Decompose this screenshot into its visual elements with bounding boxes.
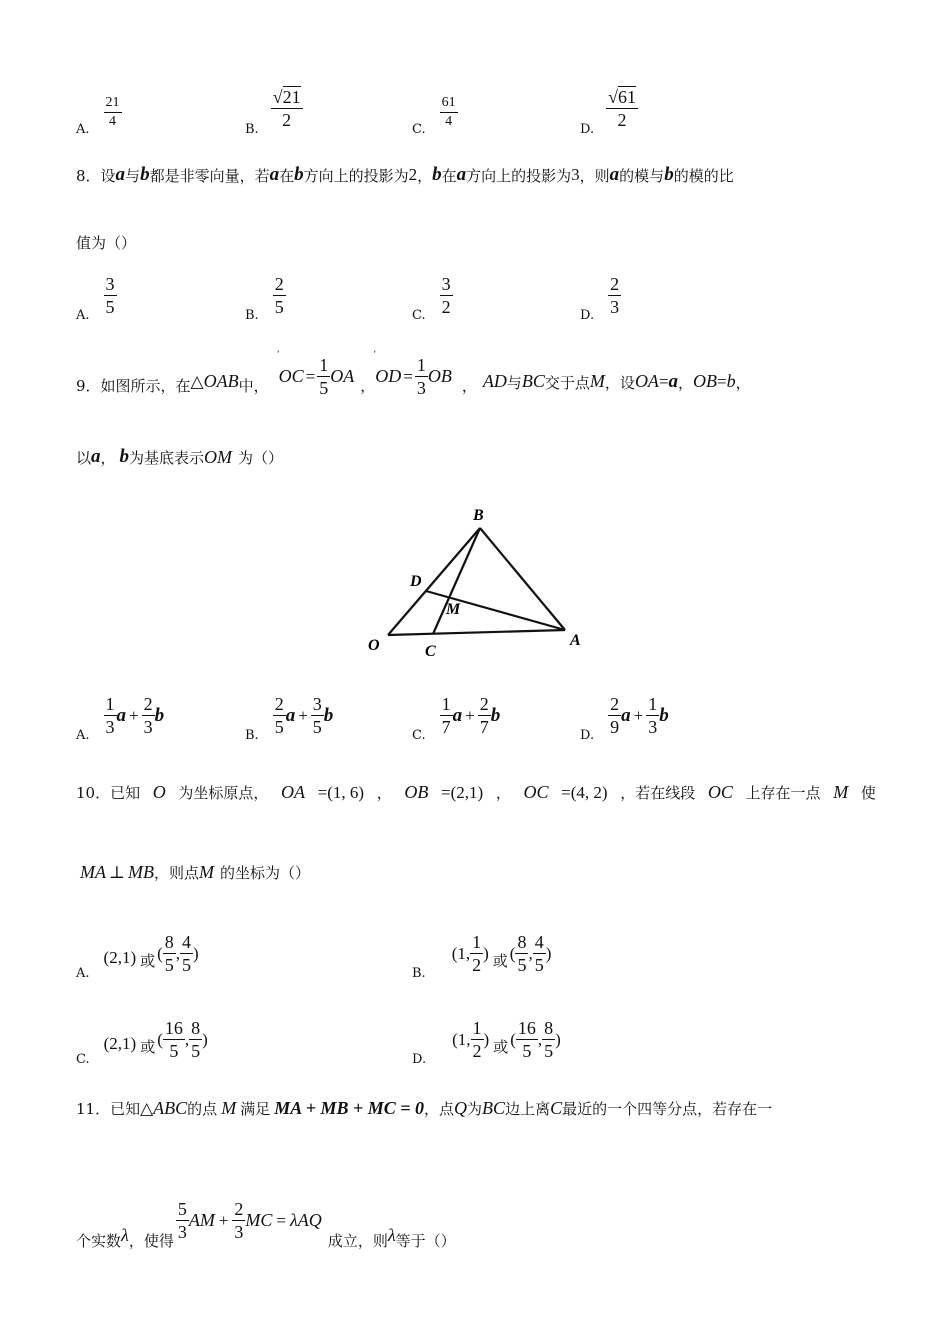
point-label-a: A	[570, 632, 581, 649]
q7-option-c	[412, 88, 458, 137]
vector-a: a	[115, 164, 126, 185]
question-10-line-2: MA ⊥ MB ，则点 M 的坐标为（）	[80, 862, 311, 882]
option-label: C.	[412, 122, 426, 137]
question-9-line-2: 以 a ， b 为基底表示 OM 为（）	[76, 446, 284, 467]
sqrt-fraction: $\frac{√21}{2}$	[272, 87, 301, 130]
q10-option-c: C. (2,1) 或 ( $\frac{16}{5}$ , $\frac{8}{5}$ )	[76, 1018, 208, 1067]
side-ob	[388, 528, 480, 635]
q9-option-a: A. $\frac{1}{3}$ a + $\frac{2}{3}$ b	[76, 694, 165, 743]
fraction: $\frac{3}{2}$	[441, 274, 451, 317]
q8-option-b: B. $\frac{2}{5}$	[245, 274, 284, 323]
point-label-b: B	[473, 507, 484, 524]
question-10-line-1: 10．已知 O 为坐标原点， OA =(1, 6) ， OB =(2,1) ， OC =(4, 2) ，若在线段 OC 上存在一点 M 使	[76, 782, 876, 802]
q10-option-a: A. (2,1) 或 ( $\frac{8}{5}$ , $\frac{4}{5}$ )	[76, 932, 199, 981]
question-9-line-1: 9．如图所示，在 △ OAB 中， ʻ OC = $\frac{1}{5}$ OA ， ʻ OD = $\frac{1}{3}$ OB ， AD 与 BC 交于点 M ，设 OA = a ， OB = b ，	[76, 350, 751, 398]
side-oa	[388, 630, 565, 635]
q9-option-c: C. $\frac{1}{7}$ a + $\frac{2}{7}$ b	[412, 694, 501, 743]
vector-b: b	[432, 164, 442, 185]
point-label-o: O	[368, 637, 380, 654]
fraction: $\frac{2}{5}$	[274, 274, 284, 317]
q10-option-b: B. (1, $\frac{1}{2}$ ) 或 ( $\frac{8}{5}$ , $\frac{4}{5}$ )	[412, 932, 552, 981]
point-label-d: D	[410, 573, 422, 590]
question-8-line-1: 8．设 a 与 b 都是非零向量，若 a 在 b 方向上的投影为 2 ， b 在 a 方向上的投影为 3 ，则 a 的模与 b 的模的比	[76, 164, 734, 185]
q7-option-a	[76, 88, 122, 137]
q10-option-d: D. (1, $\frac{1}{2}$ ) 或 ( $\frac{16}{5}$ , $\frac{8}{5}$ )	[412, 1018, 561, 1067]
fraction: $\frac{3}{5}$	[105, 274, 115, 317]
point-label-m: M	[446, 601, 461, 618]
q7-option-b	[245, 80, 303, 137]
triangle-diagram	[360, 500, 590, 665]
fraction: $\frac{2}{3}$	[610, 274, 620, 317]
vector-arrow-icon: ʻ	[373, 350, 377, 360]
vector-a: a	[609, 164, 620, 185]
side-ba	[480, 528, 565, 630]
option-label: B.	[245, 122, 259, 137]
q8-option-c: C. $\frac{3}{2}$	[412, 274, 451, 323]
q8-option-d: D. $\frac{2}{3}$	[580, 274, 620, 323]
q7-option-d	[580, 80, 638, 137]
question-11-line-1: 11．已知 △ ABC 的点 M 满足 MA + MB + MC = 0 ，点 Q 为 BC 边上离 C 最近的一个四等分点，若存在一	[76, 1098, 773, 1118]
option-label: D.	[580, 122, 595, 137]
sqrt-icon: √	[608, 87, 618, 107]
question-11-line-2: 个实数 λ ，使得 $\frac{5}{3}$ AM + $\frac{2}{3}$ MC = λAQ 成立，则 λ 等于（）	[76, 1199, 456, 1250]
equation-oc: ʻ OC = $\frac{1}{5}$ OA	[276, 350, 355, 398]
q9-option-b: B. $\frac{2}{5}$ a + $\frac{3}{5}$ b	[245, 694, 334, 743]
vector-a: a	[456, 164, 467, 185]
equation-od: ʻ OD = $\frac{1}{3}$ OB	[373, 350, 452, 398]
sqrt-icon: √	[272, 87, 283, 107]
sqrt-fraction: $\frac{√61}{2}$	[608, 87, 636, 130]
q9-option-d: D. $\frac{2}{9}$ a + $\frac{1}{3}$ b	[580, 694, 669, 743]
q8-option-a: A. $\frac{3}{5}$	[76, 274, 115, 323]
vector-b: b	[140, 164, 150, 185]
vector-b: b	[664, 164, 674, 185]
option-label: A.	[76, 122, 90, 137]
fraction: $\frac{61}{4}$	[441, 95, 456, 129]
fraction: $\frac{21}{4}$	[105, 95, 120, 129]
vector-b: b	[294, 164, 304, 185]
segment-bc	[433, 528, 480, 634]
vector-a: a	[269, 164, 280, 185]
question-8-line-2: 值为（）	[76, 234, 137, 252]
point-label-c: C	[425, 643, 436, 660]
vector-arrow-icon: ʻ	[276, 350, 280, 360]
